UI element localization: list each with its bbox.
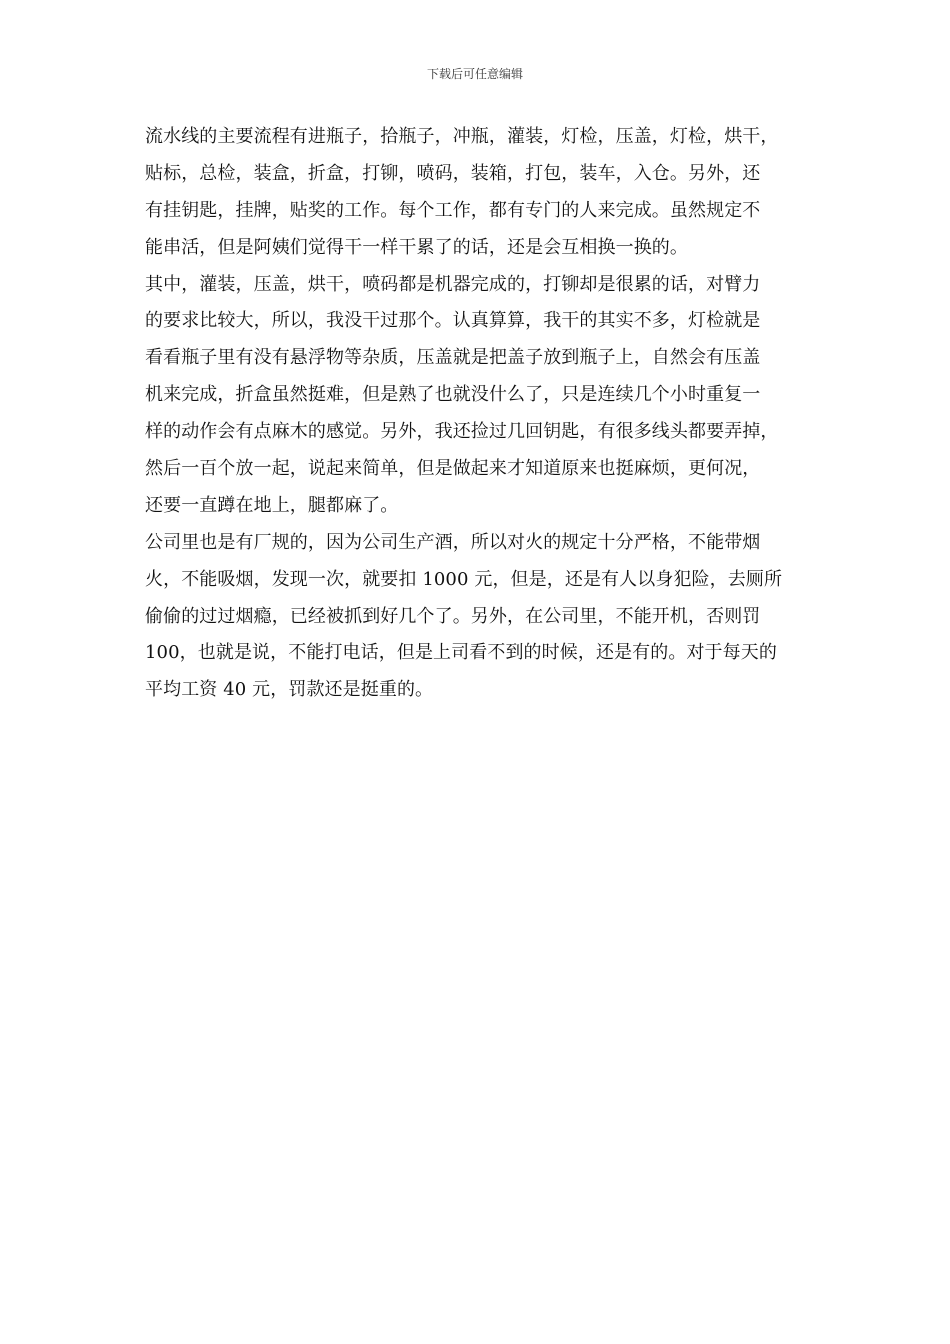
text-line: 能串活，但是阿姨们觉得干一样干累了的话，还是会互相换一换的。: [145, 236, 688, 258]
text-line: 然后一百个放一起，说起来简单，但是做起来才知道原来也挺麻烦，更何况，: [145, 458, 761, 480]
text-line: 的要求比较大，所以，我没干过那个。认真算算，我干的其实不多，灯检就是: [145, 310, 761, 332]
text-line: 机来完成，折盒虽然挺难，但是熟了也就没什么了，只是连续几个小时重复一: [145, 384, 761, 406]
text-line: 其中，灌装，压盖，烘干，喷码都是机器完成的，打铆却是很累的话，对臂力: [145, 273, 761, 295]
body-text: [145, 124, 835, 714]
text-line: 有挂钥匙，挂牌，贴奖的工作。每个工作，都有专门的人来完成。虽然规定不: [145, 199, 761, 221]
text-line: 看看瓶子里有没有悬浮物等杂质，压盖就是把盖子放到瓶子上，自然会有压盖: [145, 347, 761, 369]
text-line: 贴标，总检，装盒，折盒，打铆，喷码，装箱，打包，装车，入仓。另外，还: [145, 162, 761, 184]
text-line: 公司里也是有厂规的，因为公司生产酒，所以对火的规定十分严格，不能带烟: [145, 531, 761, 553]
text-line: 样的动作会有点麻木的感觉。另外，我还捡过几回钥匙，有很多线头都要弄掉，: [145, 421, 779, 443]
text-line: 平均工资 40 元，罚款还是挺重的。: [145, 679, 434, 701]
page-header: 下载后可任意编辑: [426, 67, 523, 81]
text-line: 还要一直蹲在地上，腿都麻了。: [145, 494, 399, 516]
text-line: 100，也就是说，不能打电话，但是上司看不到的时候，还是有的。对于每天的: [145, 642, 777, 664]
text-line: 偷偷的过过烟瘾，已经被抓到好几个了。另外，在公司里，不能开机，否则罚: [145, 605, 761, 627]
text-line: 流水线的主要流程有进瓶子，拾瓶子，冲瓶，灌装，灯检，压盖，灯检，烘干，: [145, 126, 779, 147]
text-line: 火，不能吸烟，发现一次，就要扣 1000 元，但是，还是有人以身犯险，去厕所: [145, 568, 783, 590]
